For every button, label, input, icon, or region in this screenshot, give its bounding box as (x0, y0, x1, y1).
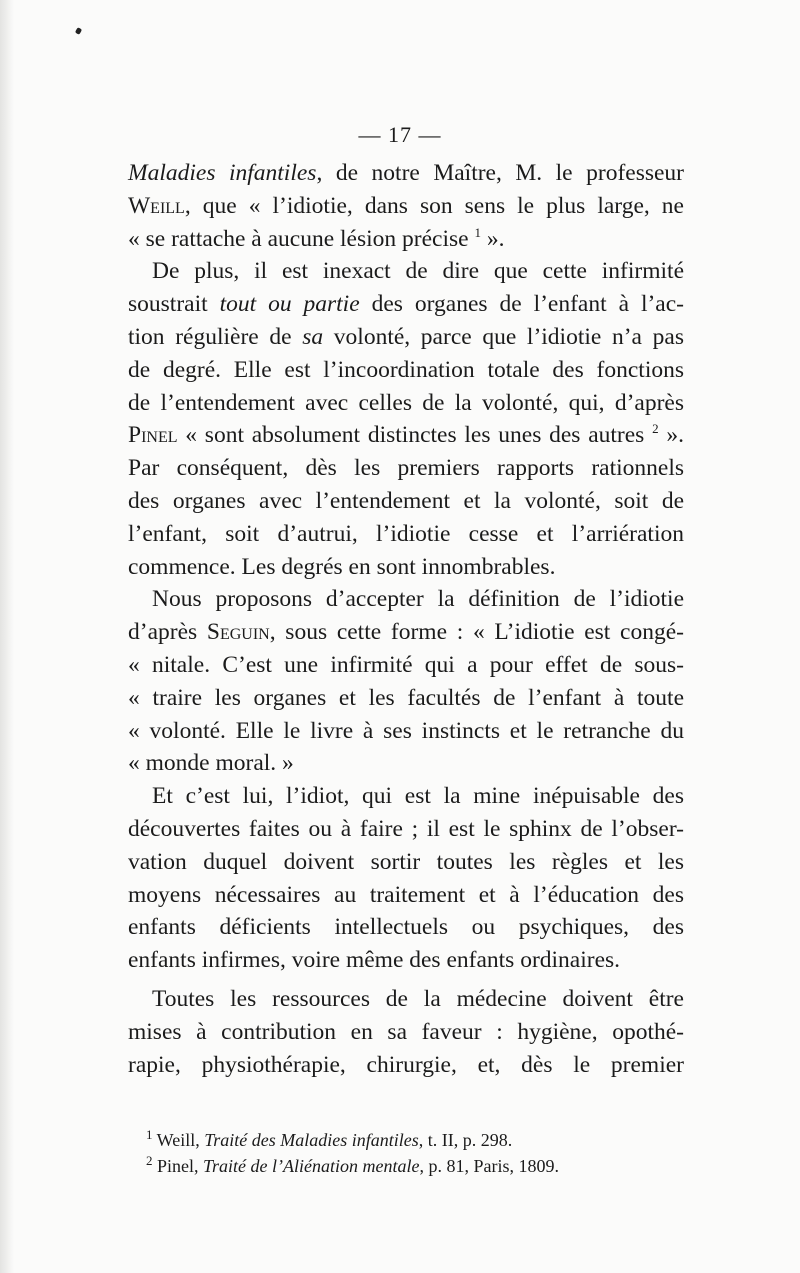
text-span: « volonté. Elle le livre à ses instincts et le retranche du (128, 717, 684, 744)
text-span: , t. II, p. 298. (418, 1130, 513, 1150)
text-span: soustrait (128, 291, 220, 318)
page-number: — 17 — (358, 122, 442, 147)
text-span: moyens nécessaires au traitement et à l’éducation des (128, 881, 684, 908)
text-span: mises à contribution en sa faveur : hygiène, opothé- (128, 1018, 684, 1045)
text-line (128, 846, 684, 879)
text-span: , que « l’idiotie, dans son sens le plus large, ne (184, 192, 684, 219)
text-span: de l’entendement avec celles de la volonté, qui, d’après (128, 389, 684, 416)
text-span: « sont absolument distinctes les unes des autres (177, 422, 653, 449)
text-span: , p. 81, Paris, 1809. (419, 1156, 559, 1176)
text-line (128, 255, 684, 288)
footnotes (146, 1127, 666, 1179)
text-line (128, 288, 684, 321)
text-line (128, 518, 684, 551)
text-span: Nous proposons d’accepter la définition de l’idiotie (152, 586, 684, 613)
text-span: vation duquel doivent sortir toutes les règles et les (128, 848, 684, 875)
text-span: Toutes les ressources de la médecine doivent être (152, 985, 684, 1012)
text-line (128, 452, 684, 485)
text-line (128, 223, 684, 256)
text-span: ». (658, 422, 685, 449)
footnote-1 (146, 1127, 666, 1153)
text-line (128, 682, 684, 715)
text-line (128, 583, 684, 616)
text-line (128, 616, 684, 649)
text-span: enfants infirmes, voire même des enfants ordinaires. (128, 947, 621, 974)
text-span: « traire les organes et les facultés de l’enfant à toute (128, 684, 684, 711)
text-span: De plus, il est inexact de dire que cette infirmité (152, 258, 684, 285)
text-span: de degré. Elle est l’incoordination totale des fonctions (128, 356, 684, 383)
italic-title: Traité de l’Aliénation mentale (203, 1156, 420, 1176)
text-span: tion régulière de (128, 323, 303, 350)
text-line (128, 813, 684, 846)
text-span: Weill, (152, 1130, 205, 1150)
text-line (128, 354, 684, 387)
text-span: « se rattache à aucune lésion précise (128, 225, 475, 252)
text-span: commence. Les degrés en sont innombrables. (128, 553, 556, 580)
text-span: Et c’est lui, l’idiot, qui est la mine inépuisable des (152, 783, 684, 810)
text-span: , de notre Maître, M. le professeur (316, 160, 684, 186)
text-line (128, 649, 684, 682)
text-line (128, 321, 684, 354)
text-span: rapie, physiothérapie, chirurgie, et, dès le premier (128, 1051, 684, 1078)
italic-title: Maladies infantiles (128, 160, 317, 186)
text-line (128, 190, 684, 223)
text-span: des organes de l’enfant à l’ac- (359, 291, 684, 318)
text-line (128, 387, 684, 420)
text-line (128, 780, 684, 813)
text-span: , sous cette forme : « L’idiotie est congé- (269, 619, 684, 646)
footnote-ref: 1 (474, 224, 481, 240)
body-text (128, 157, 684, 1081)
text-span: volonté, parce que l’idiotie n’a pas (323, 323, 684, 350)
ink-mark (75, 27, 82, 35)
text-span: l’enfant, soit d’autrui, l’idiotie cesse et l’arriération (128, 520, 684, 547)
text-line (128, 157, 684, 190)
scan-edge (0, 0, 14, 1273)
text-span: d’après (128, 619, 207, 646)
text-span: Pinel, (152, 1156, 204, 1176)
author-name: Weill (128, 192, 185, 219)
text-line (128, 747, 684, 780)
text-line (128, 911, 684, 944)
text-line (128, 1049, 684, 1082)
author-name: Pinel (128, 422, 178, 449)
italic-title: Traité des Maladies infantiles (204, 1130, 419, 1150)
text-line (128, 879, 684, 912)
text-line (128, 419, 684, 452)
text-span: Par conséquent, dès les premiers rapports rationnels (128, 455, 684, 482)
text-span: des organes avec l’entendement et la volonté, soit de (128, 487, 684, 514)
footnote-ref: 2 (652, 421, 659, 437)
author-name: Seguin (206, 619, 270, 646)
text-span: ». (480, 225, 505, 252)
text-line (128, 944, 684, 977)
text-line (128, 485, 684, 518)
text-line (128, 715, 684, 748)
footnote-number: 2 (146, 1153, 153, 1168)
text-line (128, 551, 684, 584)
text-span: enfants déficients intellectuels ou psychiques, des (128, 914, 684, 941)
text-line (128, 983, 684, 1016)
text-line (128, 1016, 684, 1049)
footnote-2 (146, 1153, 666, 1179)
text-span: découvertes faites ou à faire ; il est le sphinx de l’obser- (128, 815, 684, 842)
text-span: « nitale. C’est une infirmité qui a pour effet de sous- (128, 651, 684, 678)
italic-phrase: sa (302, 323, 324, 350)
footnote-number: 1 (146, 1127, 153, 1142)
text-span: « monde moral. » (128, 750, 294, 777)
italic-phrase: tout ou partie (219, 291, 360, 318)
